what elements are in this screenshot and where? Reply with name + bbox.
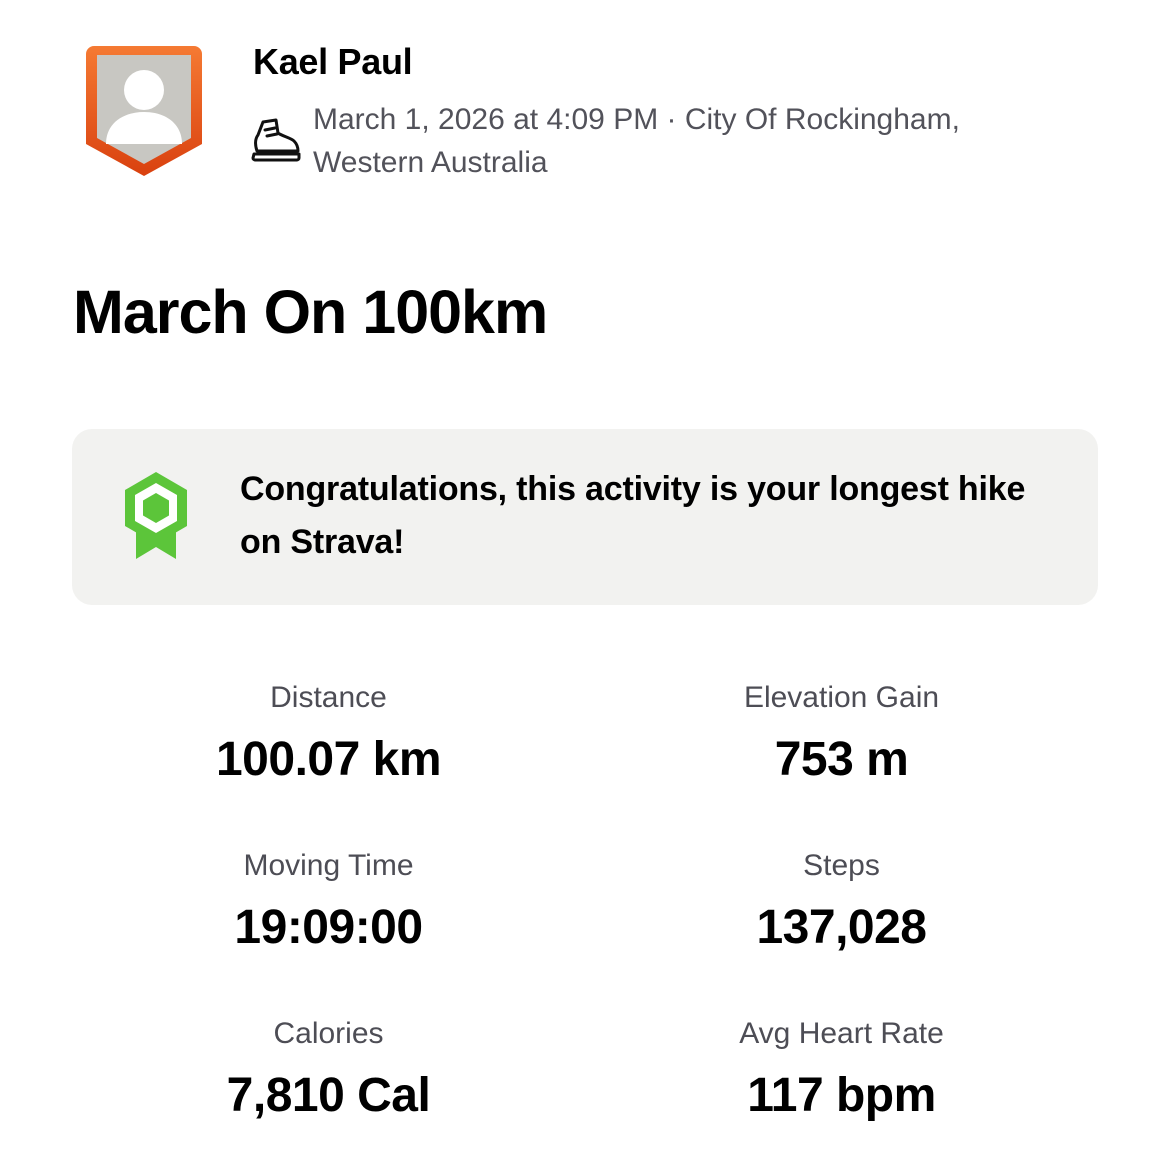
achievement-text: Congratulations, this activity is your longest hike on Strava! xyxy=(240,470,1026,561)
stat-value: 137,028 xyxy=(756,901,927,954)
achievement-banner[interactable] xyxy=(72,429,1098,605)
stat-steps xyxy=(585,844,1098,958)
stat-elevation-gain xyxy=(585,676,1098,790)
stat-calories xyxy=(72,1012,585,1126)
stat-label: Elevation Gain xyxy=(743,681,940,714)
activity-date-location: March 1, 2026 at 4:09 PM · City Of Rockingham, Western Australia xyxy=(313,103,960,179)
athlete-name[interactable]: Kael Paul xyxy=(253,41,413,82)
avatar-placeholder-icon xyxy=(84,44,204,178)
achievement-badge-icon xyxy=(122,469,190,565)
stat-label: Avg Heart Rate xyxy=(739,1017,944,1050)
stat-value: 753 m xyxy=(774,733,909,786)
stat-value: 100.07 km xyxy=(215,733,442,786)
stat-value: 117 bpm xyxy=(747,1069,936,1122)
activity-title[interactable]: March On 100km xyxy=(73,278,548,346)
stat-avg-heart-rate xyxy=(585,1012,1098,1126)
stat-label: Calories xyxy=(273,1017,384,1050)
athlete-avatar[interactable] xyxy=(84,44,204,178)
stat-value: 7,810 Cal xyxy=(226,1069,431,1122)
stat-value: 19:09:00 xyxy=(234,901,423,954)
stat-label: Moving Time xyxy=(243,849,414,882)
hiking-boot-icon xyxy=(249,116,303,164)
stat-moving-time xyxy=(72,844,585,958)
stat-label: Distance xyxy=(270,681,387,714)
stat-label: Steps xyxy=(803,849,880,882)
stat-distance xyxy=(72,676,585,790)
